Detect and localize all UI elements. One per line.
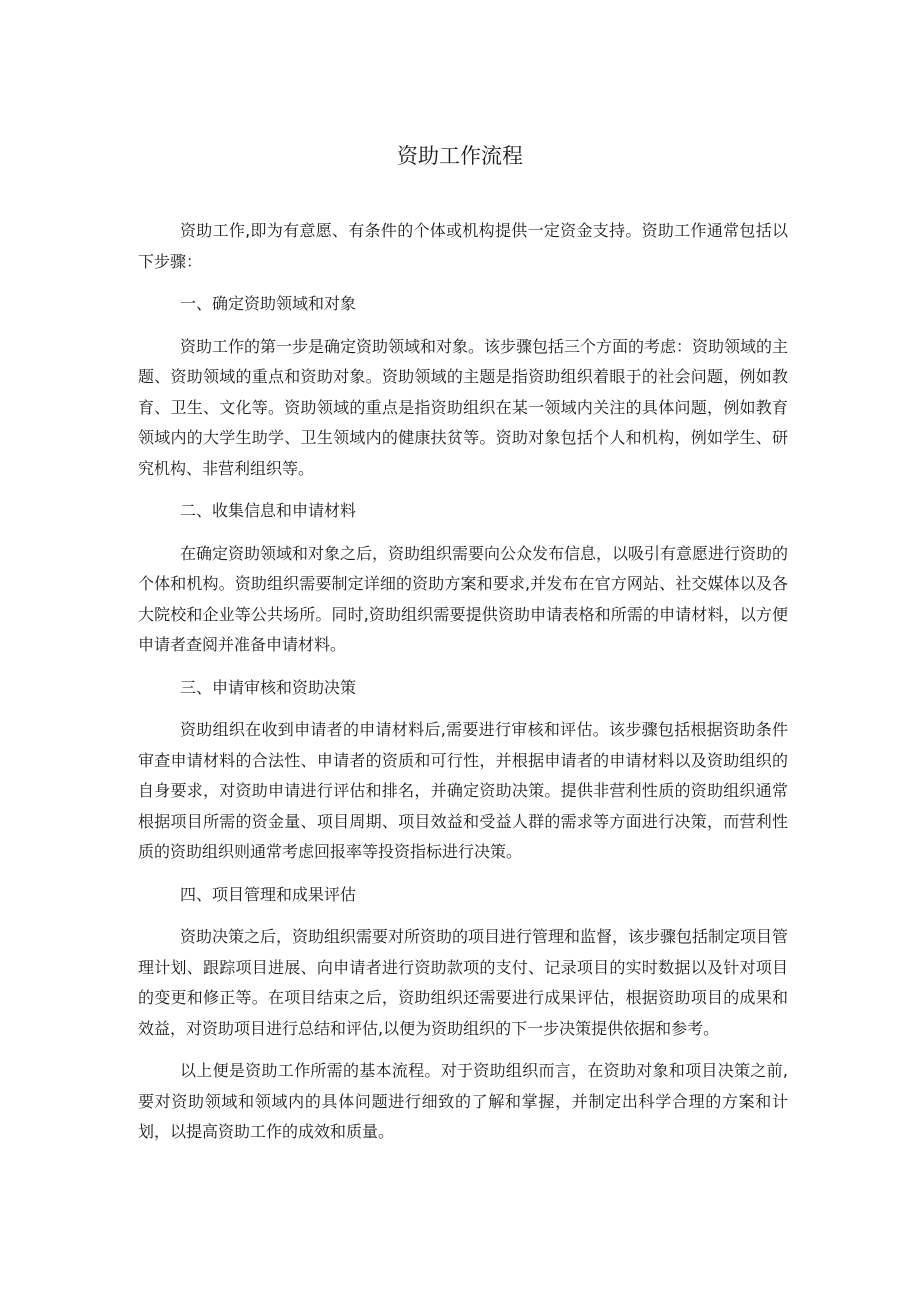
section-4-paragraph: 资助决策之后，资助组织需要对所资助的项目进行管理和监督，该步骤包括制定项目管理计划、跟踪项目进展、向申请者进行资助款项的支付、记录项目的实时数据以及针对项目的变更和修正等。在项目结束之后，资助组织还需要进行成果评估，根据资助项目的成果和效益，对资助项目进行总结和评估,以便为资助组织的下一步决策提供依据和参考。 (138, 927, 789, 1038)
document-title: 资助工作流程 (397, 144, 523, 168)
conclusion-paragraph: 以上便是资助工作所需的基本流程。对于资助组织而言，在资助对象和项目决策之前,要对资助领域和领域内的具体问题进行细致的了解和掌握，并制定出科学合理的方案和计划，以提高资助工作的成效和质量。 (138, 1061, 788, 1141)
section-1-paragraph: 资助工作的第一步是确定资助领域和对象。该步骤包括三个方面的考虑：资助领域的主题、资助领域的重点和资助对象。资助领域的主题是指资助组织着眼于的社会问题，例如教育、卫生、文化等。资助领域的重点是指资助组织在某一领域内关注的具体问题，例如教育领域内的大学生助学、卫生领域内的健康扶贫等。资助对象包括个人和机构，例如学生、研究机构、非营利组织等。 (138, 336, 789, 478)
section-1-heading: 一、确定资助领域和对象 (180, 294, 357, 313)
section-2-paragraph: 在确定资助领域和对象之后，资助组织需要向公众发布信息，以吸引有意愿进行资助的个体和机构。资助组织需要制定详细的资助方案和要求,并发布在官方网站、社交媒体以及各大院校和企业等公共场所。同时,资助组织需要提供资助申请表格和所需的申请材料，以方便申请者查阅并准备申请材料。 (138, 543, 789, 654)
intro-paragraph: 资助工作,即为有意愿、有条件的个体或机构提供一定资金支持。资助工作通常包括以下步骤： (138, 221, 788, 271)
section-3-heading: 三、申请审核和资助决策 (180, 677, 357, 697)
document-body (138, 216, 788, 1160)
section-2-heading: 二、收集信息和申请材料 (180, 501, 357, 520)
section-4-heading: 四、项目管理和成果评估 (180, 884, 357, 904)
section-3-paragraph: 资助组织在收到申请者的申请材料后,需要进行审核和评估。该步骤包括根据资助条件审查申请材料的合法性、申请者的资质和可行性，并根据申请者的申请材料以及资助组织的自身要求，对资助申请进行评估和排名，并确定资助决策。提供非营利性质的资助组织通常根据项目所需的资金量、项目周期、项目效益和受益人群的需求等方面进行决策，而营利性质的资助组织则通常考虑回报率等投资指标进行决策。 (138, 720, 788, 861)
